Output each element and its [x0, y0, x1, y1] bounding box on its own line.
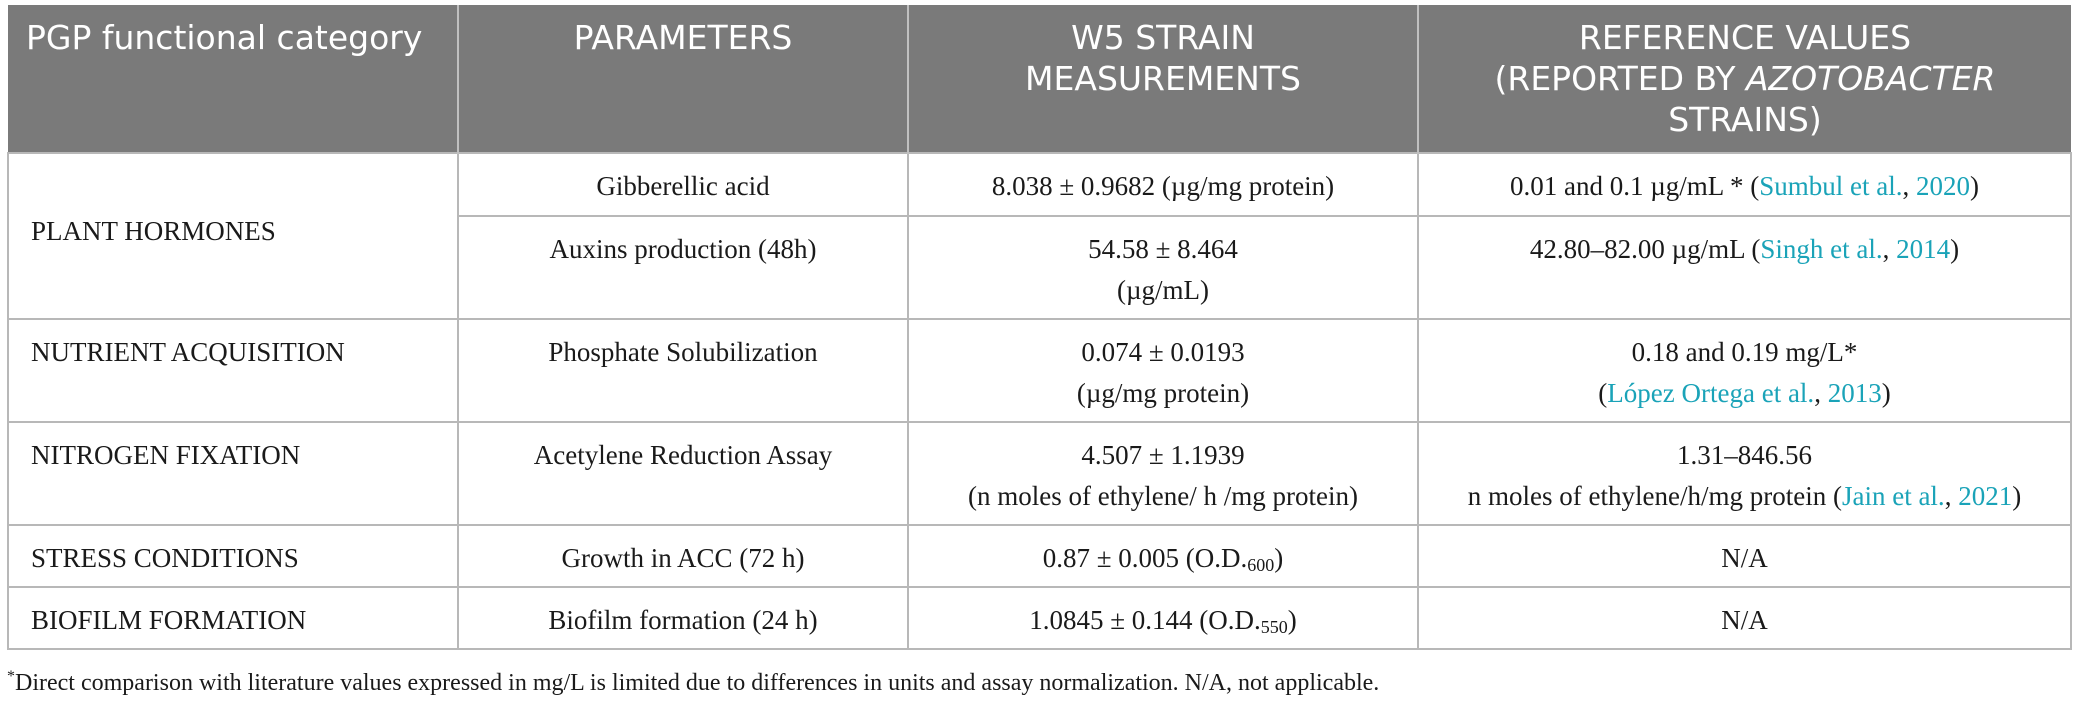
- table-row: [8, 319, 2071, 422]
- measurement-cell: 54.58 ± 8.464 (µg/mL): [908, 216, 1418, 319]
- measurement-cell: 8.038 ± 0.9682 (µg/mg protein): [908, 153, 1418, 216]
- parameter-cell: Gibberellic acid: [458, 153, 908, 216]
- measurement-cell: 4.507 ± 1.1939 (n moles of ethylene/ h /mg protein): [908, 422, 1418, 525]
- pgp-table: [7, 5, 2072, 650]
- measurement-cell: 0.87 ± 0.005 $(O.D._{600})$: [908, 525, 1418, 587]
- category-cell: NITROGEN FIXATION: [8, 422, 458, 525]
- reference-cell: 0.01 and 0.1 µg/mL * (Sumbul et al., 2020): [1418, 153, 2071, 216]
- category-cell: PLANT HORMONES: [8, 153, 458, 319]
- reference-cell: 0.18 and 0.19 mg/L* (López Ortega et al., 2013): [1418, 319, 2071, 422]
- citation-link[interactable]: Singh et al.: [1760, 234, 1883, 264]
- citation-link[interactable]: Jain et al.: [1841, 481, 1945, 511]
- category-cell: STRESS CONDITIONS: [8, 525, 458, 587]
- footnote-marker: *: [7, 668, 15, 685]
- measurement-cell: 0.074 ± 0.0193 (µg/mg protein): [908, 319, 1418, 422]
- header-category: PGP functional category: [8, 5, 458, 153]
- header-measurements: W5 STRAIN MEASUREMENTS: [908, 5, 1418, 153]
- reference-cell: N/A: [1418, 587, 2071, 649]
- category-cell: NUTRIENT ACQUISITION: [8, 319, 458, 422]
- parameter-cell: Phosphate Solubilization: [458, 319, 908, 422]
- footnote-text: Direct comparison with literature values expressed in mg/L is limited due to differences in units and assay normalization. N/A, not applicable.: [15, 670, 1380, 696]
- citation-link[interactable]: Sumbul et al.: [1759, 171, 1903, 201]
- reference-cell: 1.31–846.56 n moles of ethylene/h/mg protein (Jain et al., 2021): [1418, 422, 2071, 525]
- measurement-cell: 1.0845 ± 0.144 $(O.D._{550})$: [908, 587, 1418, 649]
- table-row: [8, 587, 2071, 649]
- table-row: [8, 153, 2071, 216]
- citation-link[interactable]: López Ortega et al.: [1607, 378, 1815, 408]
- table-container: [7, 5, 2070, 650]
- parameter-cell: Auxins production (48h): [458, 216, 908, 319]
- category-cell: BIOFILM FORMATION: [8, 587, 458, 649]
- table-row: [8, 422, 2071, 525]
- reference-cell: N/A: [1418, 525, 2071, 587]
- parameter-cell: Acetylene Reduction Assay: [458, 422, 908, 525]
- footnote: [7, 668, 1379, 697]
- table-row: [8, 525, 2071, 587]
- parameter-cell: Biofilm formation (24 h): [458, 587, 908, 649]
- parameter-cell: Growth in ACC (72 h): [458, 525, 908, 587]
- header-row: [8, 5, 2071, 153]
- citation-year-link[interactable]: 2013: [1827, 378, 1882, 408]
- header-parameters: PARAMETERS: [458, 5, 908, 153]
- citation-year-link[interactable]: 2021: [1958, 481, 2013, 511]
- citation-year-link[interactable]: 2020: [1916, 171, 1971, 201]
- citation-year-link[interactable]: 2014: [1896, 234, 1951, 264]
- reference-cell: 42.80–82.00 µg/mL (Singh et al., 2014): [1418, 216, 2071, 319]
- header-reference: REFERENCE VALUES (REPORTED BY AZOTOBACTER STRAINS): [1418, 5, 2071, 153]
